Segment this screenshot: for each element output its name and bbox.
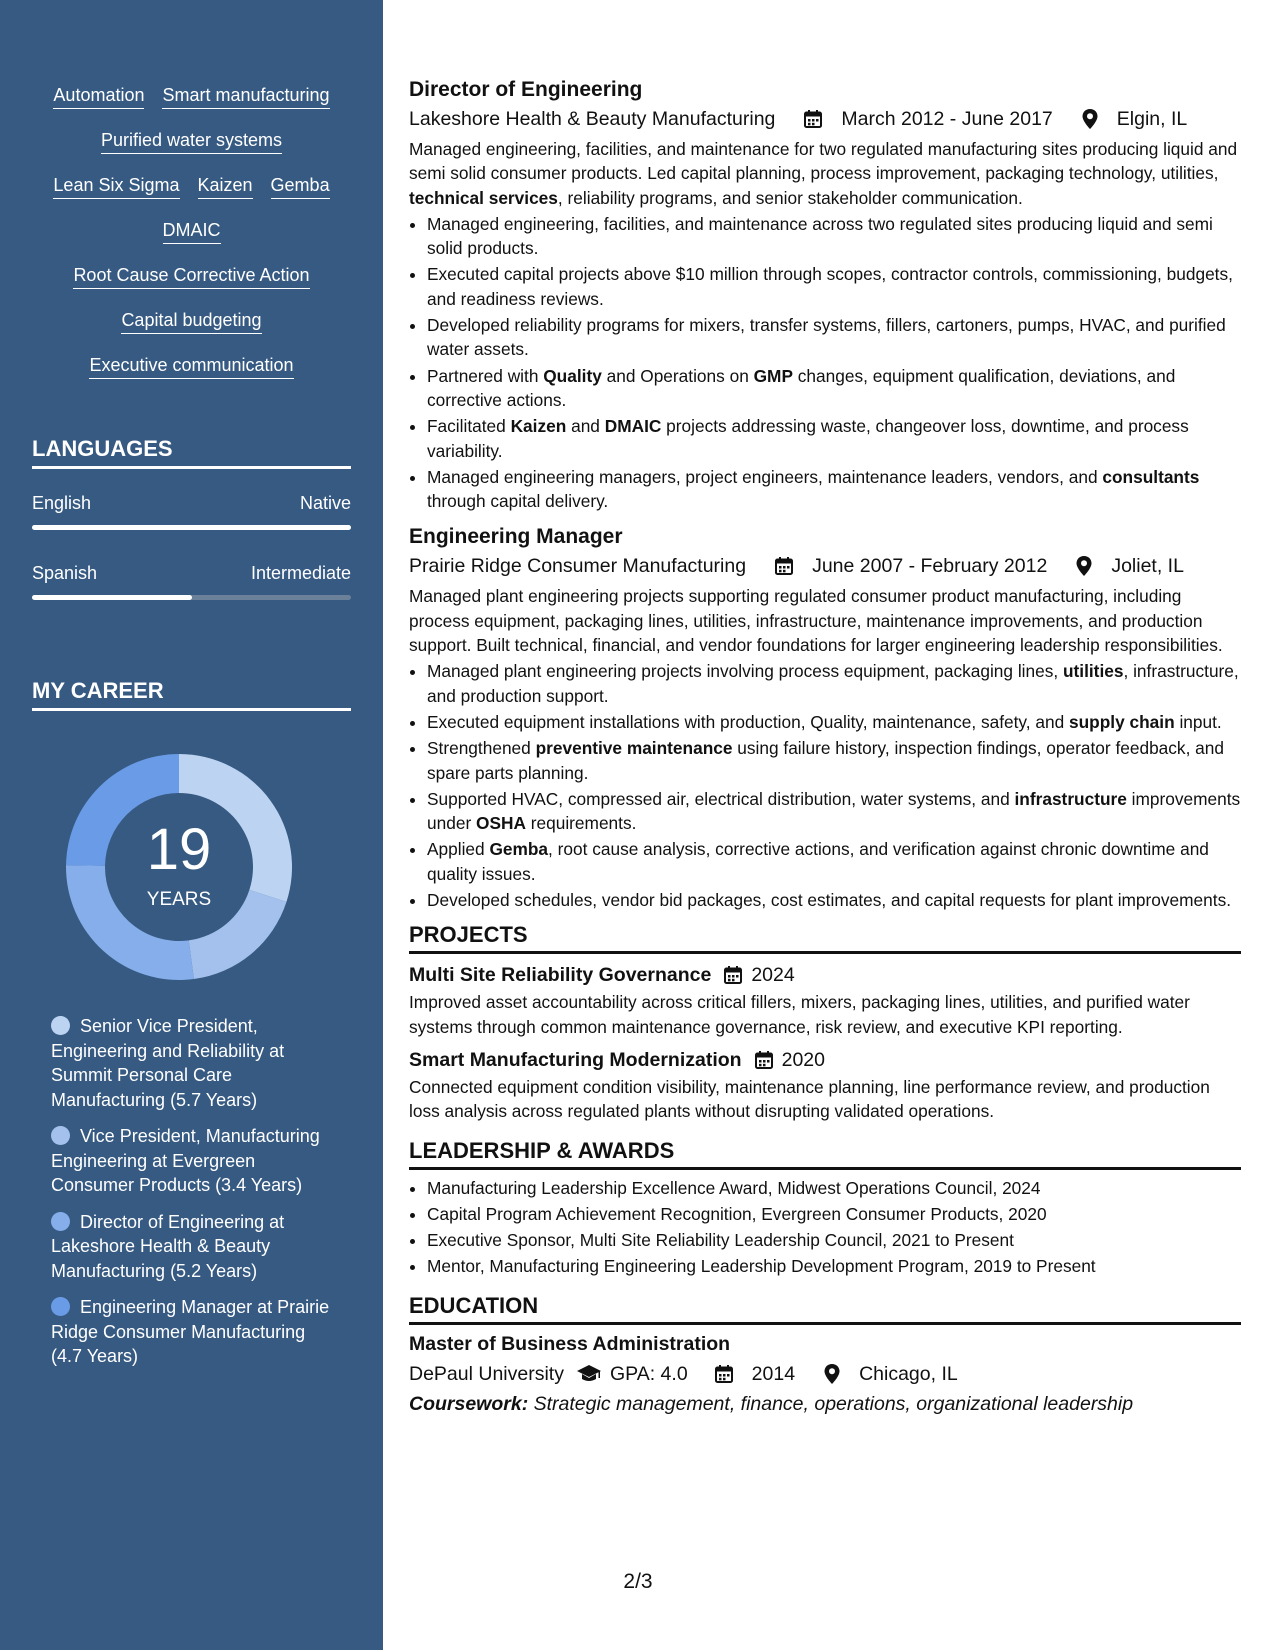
job-bullets xyxy=(409,659,1241,912)
location-pin-icon xyxy=(1067,108,1107,130)
career-total-label: YEARS xyxy=(146,889,212,910)
education-details xyxy=(409,1359,1241,1389)
education-year: 2014 xyxy=(751,1362,796,1385)
calendar-icon xyxy=(754,1050,774,1070)
career-legend-text: Vice President, Manufacturing Engineering at Evergreen Consumer Products (3.4 Years) xyxy=(51,1126,320,1195)
legend-dot-icon xyxy=(51,1212,70,1231)
coursework-label: Coursework: xyxy=(409,1392,529,1415)
skill-row xyxy=(32,354,351,399)
career-total-years: 19 xyxy=(146,817,212,882)
language-bar-fill xyxy=(32,595,192,600)
awards-heading: LEADERSHIP & AWARDS xyxy=(409,1138,1241,1170)
career-legend-item xyxy=(51,1124,336,1198)
skill-row xyxy=(32,174,351,219)
career-legend-text: Engineering Manager at Prairie Ridge Consumer Manufacturing (4.7 Years) xyxy=(51,1297,330,1366)
skill-tag: Kaizen xyxy=(198,174,253,199)
career-heading: MY CAREER xyxy=(32,678,351,711)
location-pin-icon xyxy=(809,1363,849,1385)
job-title: Engineering Manager xyxy=(409,525,623,549)
job-bullet: • Managed plant engineering projects involving process equipment, packaging lines, utilities, infrastructure, and production support. xyxy=(427,659,1241,708)
degree-title: Master of Business Administration xyxy=(409,1332,731,1355)
project-description: Improved asset accountability across critical fillers, mixers, packaging lines, utilities, and purified water systems through common maintenance governance, risk review, and executive KPI reporting. xyxy=(409,992,1190,1037)
job-dates: June 2007 - February 2012 xyxy=(812,555,1048,578)
skill-row xyxy=(32,84,351,129)
project-description: Connected equipment condition visibility, maintenance planning, line performance review, and production loss analysis across regulated plants without disrupting validated operations. xyxy=(409,1076,1210,1122)
calendar-icon xyxy=(789,109,831,129)
graduation-cap-icon xyxy=(576,1364,602,1384)
calendar-icon xyxy=(760,556,802,576)
job-location: Elgin, IL xyxy=(1116,108,1188,130)
career-legend-item xyxy=(51,1210,336,1284)
career-legend-item xyxy=(51,1295,336,1369)
calendar-icon xyxy=(700,1364,742,1384)
project-entry xyxy=(409,960,1241,1039)
sidebar xyxy=(0,0,383,1650)
projects-heading: PROJECTS xyxy=(409,922,1241,954)
language-level: Native xyxy=(299,493,351,513)
experience-list xyxy=(409,76,1241,912)
award-item: • Manufacturing Leadership Excellence Award, Midwest Operations Council, 2024 xyxy=(427,1176,1241,1200)
job-bullet: • Developed schedules, vendor bid packages, cost estimates, and capital requests for plant improvements. xyxy=(427,888,1241,912)
award-item: • Mentor, Manufacturing Engineering Leadership Development Program, 2019 to Present xyxy=(427,1254,1241,1278)
skill-row xyxy=(32,129,351,174)
job-meta xyxy=(409,104,1241,134)
language-row-english xyxy=(32,493,351,514)
experience-entry xyxy=(409,523,1241,912)
skill-tag: Capital budgeting xyxy=(121,309,261,334)
company-name: Lakeshore Health & Beauty Manufacturing xyxy=(409,108,776,130)
skills-list xyxy=(32,84,351,399)
job-location: Joliet, IL xyxy=(1111,555,1184,578)
skill-tag: Lean Six Sigma xyxy=(53,174,179,199)
job-bullet: • Applied Gemba, root cause analysis, corrective actions, and verification against chronic downtime and quality issues. xyxy=(427,837,1241,886)
legend-dot-icon xyxy=(51,1016,70,1035)
legend-dot-icon xyxy=(51,1126,70,1145)
skill-row xyxy=(32,219,351,264)
project-title-row xyxy=(409,1045,1241,1075)
project-entry xyxy=(409,1045,1241,1124)
calendar-icon xyxy=(723,965,743,985)
career-legend-text: Director of Engineering at Lakeshore Health & Beauty Manufacturing (5.2 Years) xyxy=(51,1211,285,1281)
school-name: DePaul University xyxy=(409,1362,564,1385)
project-title: Smart Manufacturing Modernization xyxy=(409,1048,742,1071)
job-bullet: • Developed reliability programs for mixers, transfer systems, fillers, cartoners, pumps, HVAC, and purified water assets. xyxy=(427,313,1241,362)
project-title: Multi Site Reliability Governance xyxy=(409,964,712,987)
experience-entry xyxy=(409,76,1241,513)
job-title: Director of Engineering xyxy=(409,78,643,101)
award-item: • Capital Program Achievement Recognition, Evergreen Consumer Products, 2020 xyxy=(427,1202,1241,1226)
skill-tag: Automation xyxy=(53,84,144,109)
awards-list xyxy=(409,1176,1241,1279)
education-heading: EDUCATION xyxy=(409,1293,1241,1325)
career-legend xyxy=(51,1014,336,1381)
coursework xyxy=(409,1389,1241,1419)
language-bar-english xyxy=(32,525,351,530)
skill-tag: Smart manufacturing xyxy=(162,84,329,109)
job-bullet: • Executed capital projects above $10 million through scopes, contractor controls, commissioning, budgets, and readiness reviews. xyxy=(427,262,1241,311)
skill-tag: Purified water systems xyxy=(101,129,282,154)
job-bullet: • Managed engineering, facilities, and maintenance across two regulated sites producing liquid and semi solid products. xyxy=(427,212,1241,261)
project-year: 2024 xyxy=(751,964,795,987)
skill-row xyxy=(32,264,351,309)
skill-row xyxy=(32,309,351,354)
language-level: Intermediate xyxy=(250,563,351,583)
job-dates: March 2012 - June 2017 xyxy=(841,108,1053,130)
language-bar-fill xyxy=(32,525,351,530)
job-summary: Managed plant engineering projects supporting regulated consumer product manufacturing, including process equipment, packaging lines, utilities, infrastructure, maintenance improvements, and production support. Built technical, financial, and vendor foundations for larger engineering leadership responsibilities. xyxy=(409,586,1223,656)
job-bullet: • Partnered with Quality and Operations on GMP changes, equipment qualification, deviations, and corrective actions. xyxy=(427,364,1241,413)
job-bullet: • Managed engineering managers, project engineers, maintenance leaders, vendors, and consultants through capital delivery. xyxy=(427,465,1241,514)
project-year: 2020 xyxy=(781,1048,825,1071)
job-summary: Managed engineering, facilities, and maintenance for two regulated manufacturing sites producing liquid and semi solid consumer products. Led capital planning, process improvement, packaging technology, utilities, technical services, reliability programs, and senior stakeholder communication. xyxy=(409,139,1238,208)
legend-dot-icon xyxy=(51,1297,70,1316)
language-bar-spanish xyxy=(32,595,351,600)
project-title-row xyxy=(409,960,1241,990)
languages-heading: LANGUAGES xyxy=(32,436,351,469)
career-legend-item xyxy=(51,1014,336,1112)
main-content xyxy=(409,76,1241,1419)
job-bullet: • Executed equipment installations with production, Quality, maintenance, safety, and supply chain input. xyxy=(427,710,1241,734)
company-name: Prairie Ridge Consumer Manufacturing xyxy=(409,555,747,578)
job-bullet: • Strengthened preventive maintenance using failure history, inspection findings, operator feedback, and spare parts planning. xyxy=(427,736,1241,785)
skill-tag: Root Cause Corrective Action xyxy=(73,264,309,289)
language-name: English xyxy=(32,493,92,513)
education-location: Chicago, IL xyxy=(859,1362,958,1385)
language-name: Spanish xyxy=(32,563,98,583)
job-bullets xyxy=(409,212,1241,514)
donut-slice-3 xyxy=(66,865,194,980)
job-bullet: • Facilitated Kaizen and DMAIC projects addressing waste, changeover loss, downtime, and process variability. xyxy=(427,414,1241,463)
projects-list xyxy=(409,960,1241,1123)
award-item: • Executive Sponsor, Multi Site Reliability Leadership Council, 2021 to Present xyxy=(427,1228,1241,1252)
skill-tag: Executive communication xyxy=(89,354,293,379)
skill-tag: DMAIC xyxy=(163,219,221,244)
job-bullet: • Supported HVAC, compressed air, electrical distribution, water systems, and infrastructure improvements under OSHA requirements. xyxy=(427,787,1241,836)
gpa: GPA: 4.0 xyxy=(609,1362,688,1385)
language-row-spanish xyxy=(32,563,351,584)
skill-tag: Gemba xyxy=(271,174,330,199)
page-number: 2/3 xyxy=(623,1570,653,1593)
career-legend-text: Senior Vice President, Engineering and Reliability at Summit Personal Care Manufacturing (5.7 Years) xyxy=(51,1016,285,1110)
location-pin-icon xyxy=(1061,555,1101,577)
job-meta xyxy=(409,551,1241,581)
coursework-text: Strategic management, finance, operations, organizational leadership xyxy=(533,1392,1134,1415)
